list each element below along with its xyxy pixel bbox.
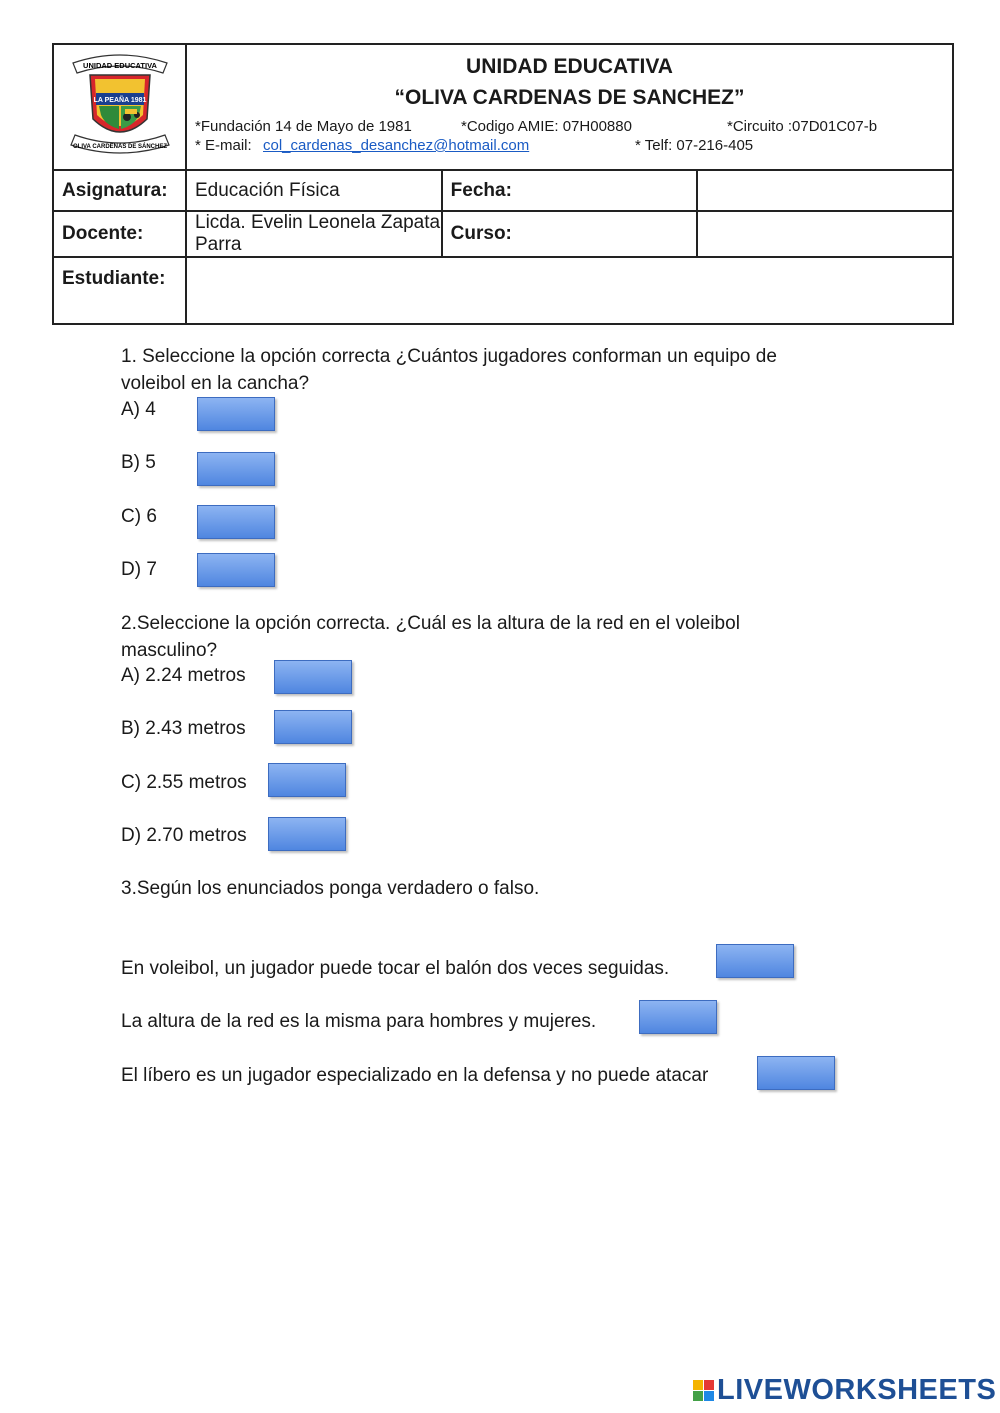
question-3-title: 3.Según los enunciados ponga verdadero o falso. bbox=[121, 878, 540, 899]
teacher-value: Licda. Evelin Leonela Zapata Parra bbox=[186, 211, 442, 257]
date-label: Fecha: bbox=[442, 170, 698, 211]
q2-option-a: A) 2.24 metros bbox=[121, 665, 246, 686]
email-label: * E-mail: bbox=[195, 137, 252, 154]
teacher-label: Docente: bbox=[53, 211, 186, 257]
liveworksheets-icon bbox=[693, 1380, 714, 1401]
q1-option-b: B) 5 bbox=[121, 452, 156, 473]
amie-code: *Codigo AMIE: 07H00880 bbox=[461, 118, 632, 135]
q2-answer-box-d[interactable] bbox=[268, 817, 346, 851]
q3-answer-box-1[interactable] bbox=[716, 944, 794, 978]
q3-statement-1: En voleibol, un jugador puede tocar el balón dos veces seguidas. bbox=[121, 958, 670, 979]
question-2-line1: 2.Seleccione la opción correcta. ¿Cuál es la altura de la red en el voleibol bbox=[121, 613, 740, 634]
q3-statement-3: El líbero es un jugador especializado en la defensa y no puede atacar bbox=[121, 1065, 709, 1086]
q2-answer-box-b[interactable] bbox=[274, 710, 352, 744]
foundation-text: *Fundación 14 de Mayo de 1981 bbox=[195, 118, 412, 135]
header-table bbox=[52, 43, 954, 325]
q3-answer-box-2[interactable] bbox=[639, 1000, 717, 1034]
subject-label: Asignatura: bbox=[53, 170, 186, 211]
circuit-code: *Circuito :07D01C07-b bbox=[727, 118, 878, 135]
logo-middle-text: LA PEAÑA 1981 bbox=[93, 96, 146, 104]
phone-text: * Telf: 07-216-405 bbox=[635, 137, 754, 154]
q1-option-c: C) 6 bbox=[121, 506, 157, 527]
liveworksheets-brand: LIVEWORKSHEETS bbox=[717, 1373, 997, 1406]
school-crest-icon bbox=[65, 49, 175, 161]
liveworksheets-logo bbox=[693, 1373, 996, 1407]
q3-statement-2: La altura de la red es la misma para hombres y mujeres. bbox=[121, 1011, 597, 1032]
q2-option-b: B) 2.43 metros bbox=[121, 718, 246, 739]
q1-option-d: D) 7 bbox=[121, 559, 157, 580]
student-label: Estudiante: bbox=[53, 257, 186, 324]
q2-answer-box-a[interactable] bbox=[274, 660, 352, 694]
student-field[interactable] bbox=[186, 257, 953, 324]
q2-option-d: D) 2.70 metros bbox=[121, 825, 247, 846]
question-1-line1: 1. Seleccione la opción correcta ¿Cuántos jugadores conforman un equipo de bbox=[121, 346, 777, 367]
email-link[interactable]: col_cardenas_desanchez@hotmail.com bbox=[263, 137, 530, 154]
q1-answer-box-c[interactable] bbox=[197, 505, 275, 539]
q2-answer-box-c[interactable] bbox=[268, 763, 346, 797]
school-logo bbox=[53, 44, 186, 170]
logo-bottom-banner: OLIVA CARDENAS DE SÁNCHEZ bbox=[72, 143, 167, 150]
q2-option-c: C) 2.55 metros bbox=[121, 772, 247, 793]
question-1-line2: voleibol en la cancha? bbox=[121, 373, 310, 394]
course-label: Curso: bbox=[442, 211, 698, 257]
logo-top-banner: UNIDAD EDUCATIVA bbox=[82, 60, 157, 70]
question-2-line2: masculino? bbox=[121, 640, 218, 661]
date-field[interactable] bbox=[697, 170, 953, 211]
q1-answer-box-a[interactable] bbox=[197, 397, 275, 431]
q3-answer-box-3[interactable] bbox=[757, 1056, 835, 1090]
q1-answer-box-d[interactable] bbox=[197, 553, 275, 587]
school-info-cell bbox=[186, 44, 953, 170]
q1-answer-box-b[interactable] bbox=[197, 452, 275, 486]
school-title-line1: UNIDAD EDUCATIVA bbox=[466, 55, 673, 78]
q1-option-a: A) 4 bbox=[121, 399, 156, 420]
subject-value: Educación Física bbox=[186, 170, 442, 211]
school-title-line2: “OLIVA CARDENAS DE SANCHEZ” bbox=[394, 86, 745, 109]
course-field[interactable] bbox=[697, 211, 953, 257]
